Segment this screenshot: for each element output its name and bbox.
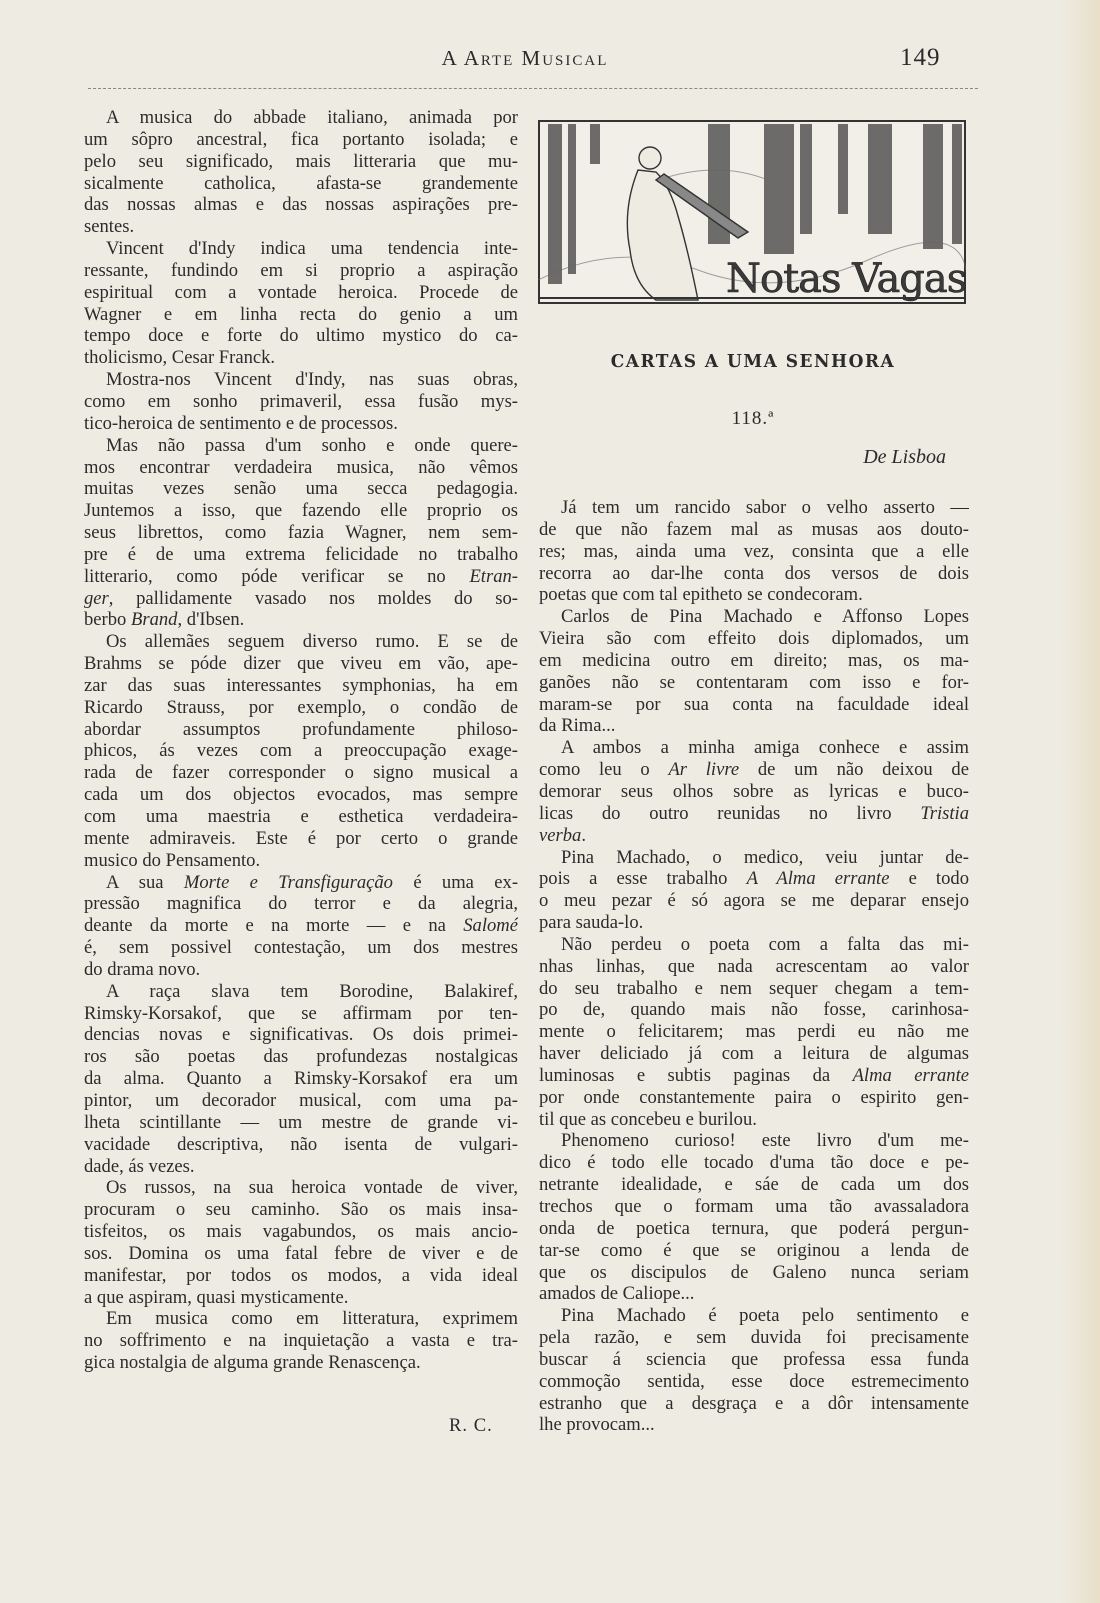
text-run: tholicismo, Cesar Franck. <box>84 347 276 369</box>
text-run: musico do Pensamento. <box>84 849 261 871</box>
letter-number: 118.ª <box>731 408 775 429</box>
text-run: ganões não se contentaram com isso e for- <box>539 671 969 693</box>
text-line <box>539 999 969 1021</box>
text-run: res; mas, ainda uma vez, consinta que a elle <box>539 540 969 562</box>
text-run: Não perdeu o poeta com a falta das mi- <box>561 933 969 955</box>
text-line <box>84 959 518 981</box>
left-column <box>84 107 518 1374</box>
text-run: manifestar, por todos os modos, a vida ideal <box>84 1264 518 1286</box>
text-line <box>539 1218 969 1240</box>
italic-title: Salomé <box>463 915 518 937</box>
text-run: A raça slava tem Borodine, Balakiref, <box>106 980 518 1002</box>
text-line <box>84 566 518 588</box>
banner-lettering: Notas Vagas <box>726 256 966 302</box>
text-run: pois a esse trabalho <box>539 868 747 890</box>
text-line <box>84 369 518 391</box>
text-line <box>84 1221 518 1243</box>
text-run: til que as concebeu e burilou. <box>539 1108 757 1130</box>
text-run: trechos que o formam uma tão avassaladora <box>539 1196 969 1217</box>
text-run: , pallidamente vasado nos moldes do so- <box>108 587 518 609</box>
text-line <box>539 606 969 628</box>
text-run: deante da morte e na morte — e na <box>84 915 464 937</box>
text-line <box>539 934 969 956</box>
italic-title: A Alma errante <box>746 868 890 890</box>
text-run: onda de poetica ternura, que poderá pergun- <box>539 1217 969 1239</box>
text-run: pressão magnifica do terror e da alegria, <box>84 893 518 915</box>
text-run: abordar assumptos profundamente philoso- <box>84 718 518 740</box>
text-run: amados de Caliope... <box>539 1283 695 1305</box>
text-line <box>84 544 518 566</box>
text-line <box>84 1352 518 1374</box>
text-run: e todo <box>889 868 969 890</box>
text-line <box>539 1196 969 1218</box>
text-run: demorar seus olhos sobre as lyricas e buco- <box>539 780 969 802</box>
text-run: Já tem um rancido sabor o velho asserto — <box>561 497 969 518</box>
text-run: o meu pezar é só agora se me deparar ensejo <box>539 890 969 912</box>
right-column <box>539 497 969 1436</box>
text-run: ros são poetas das profundezas nostalgicas <box>84 1046 518 1068</box>
text-line <box>84 1090 518 1112</box>
text-run: é, sem possivel contestação, um dos mestres <box>84 937 518 959</box>
text-line <box>84 588 518 610</box>
text-run: de que não fazem mal as musas aos douto- <box>539 518 969 540</box>
text-line <box>84 1243 518 1265</box>
text-run: para sauda-lo. <box>539 912 644 934</box>
text-line <box>539 1262 969 1284</box>
italic-title: Tristia <box>920 802 969 824</box>
text-line <box>539 584 969 606</box>
text-run: em medicina outro em direito; mas, os ma- <box>539 649 969 671</box>
text-run: commoção sentida, esse doce estremecimento <box>539 1370 969 1392</box>
text-line <box>84 893 518 915</box>
text-run: lheta scintillante — um mestre de grande vi- <box>84 1111 518 1133</box>
text-line <box>84 1177 518 1199</box>
text-line <box>539 978 969 1000</box>
text-line <box>84 522 518 544</box>
text-line <box>539 1240 969 1262</box>
text-line <box>84 828 518 850</box>
text-line <box>539 1283 969 1305</box>
text-run: de um não deixou de <box>739 759 969 781</box>
text-run: , d'Ibsen. <box>177 609 245 631</box>
text-line <box>539 1174 969 1196</box>
text-run: lhe provocam... <box>539 1414 655 1436</box>
text-line <box>84 697 518 719</box>
text-run: A sua <box>106 871 184 893</box>
text-line <box>539 737 969 759</box>
text-run: maram-se por sua conta na faculdade ideal <box>539 693 969 715</box>
text-run: mente o felicitarem; mas perdi eu não me <box>539 1021 969 1043</box>
text-line <box>539 650 969 672</box>
text-line <box>539 1130 969 1152</box>
text-line <box>84 1308 518 1330</box>
text-line <box>539 563 969 585</box>
text-run: dico é todo elle tocado d'uma tão doce e pe- <box>539 1152 969 1174</box>
page-number: 149 <box>900 44 941 71</box>
text-run: po de, quando mais não fosse, carinhosa- <box>539 999 969 1021</box>
text-line <box>84 609 518 631</box>
text-run: pela razão, e sem duvida foi precisamente <box>539 1327 969 1349</box>
text-line <box>84 325 518 347</box>
text-line <box>84 435 518 457</box>
text-line <box>84 413 518 435</box>
text-run: muitas vezes senão uma secca pedagogia. <box>84 478 518 500</box>
text-run: vacidade descriptiva, não isenta de vulgari- <box>84 1133 518 1155</box>
text-line <box>84 1024 518 1046</box>
text-run: que os discipulos de Galeno nunca seriam <box>539 1261 969 1283</box>
text-run: procuram o seu caminho. São os mais insa- <box>84 1199 518 1221</box>
text-run: dencias novas e significativas. Os dois primei- <box>84 1024 518 1046</box>
italic-title: Morte e Transfiguração <box>183 871 393 893</box>
text-line <box>84 719 518 741</box>
text-run: phicos, ás vezes com a preoccupação exage- <box>84 740 518 762</box>
text-line <box>539 1349 969 1371</box>
text-run: A musica do abbade italiano, animada por <box>106 107 518 128</box>
text-run: Carlos de Pina Machado e Affonso Lopes <box>561 606 969 628</box>
text-run: Em musica como em litteratura, exprimem <box>106 1308 518 1330</box>
text-line <box>539 1065 969 1087</box>
text-line <box>84 806 518 828</box>
text-line <box>84 347 518 369</box>
text-run: Mas não passa d'um sonho e onde quere- <box>106 434 518 456</box>
text-run: litterario, como póde verificar se no <box>84 565 470 587</box>
text-run: Pina Machado é poeta pelo sentimento e <box>561 1305 969 1327</box>
text-run: tar-se como é que se originou a lenda de <box>539 1239 969 1261</box>
text-run: tisfeitos, os mais vagabundos, os mais ancio- <box>84 1221 518 1243</box>
text-line <box>539 1327 969 1349</box>
text-run: pintor, um decorador musical, com uma pa- <box>84 1089 518 1111</box>
text-line <box>539 628 969 650</box>
text-run: tempo doce e forte do ultimo mystico do ca- <box>84 325 518 347</box>
text-run: Vieira são com effeito dois diplomados, um <box>539 628 969 650</box>
text-run: Brahms se póde dizer que viveu em vão, ape- <box>84 653 518 675</box>
italic-title: ger <box>84 587 109 609</box>
text-line <box>539 497 969 519</box>
text-line <box>84 151 518 173</box>
text-line <box>84 194 518 216</box>
text-run: estranho que a desgraça e a dôr intensamente <box>539 1392 969 1414</box>
text-run: sentes. <box>84 216 135 238</box>
text-line <box>539 956 969 978</box>
text-run: sicalmente catholica, afasta-se grandemente <box>84 172 518 194</box>
text-line <box>539 781 969 803</box>
text-line <box>84 457 518 479</box>
text-run: Juntemos a isso, que fazendo elle proprio os <box>84 500 518 522</box>
text-run: das nossas almas e das nossas aspirações pre- <box>84 194 518 216</box>
header-rule <box>88 88 978 89</box>
text-line <box>84 872 518 894</box>
text-line <box>539 912 969 934</box>
text-run: berbo <box>84 609 131 631</box>
text-line <box>84 1134 518 1156</box>
running-head <box>0 44 1100 74</box>
text-line <box>84 500 518 522</box>
text-line <box>84 675 518 697</box>
text-line <box>539 759 969 781</box>
text-run: cada um dos objectos evocados, mas sempre <box>84 784 518 806</box>
italic-title: Etran- <box>469 565 518 587</box>
text-line <box>84 740 518 762</box>
text-line <box>84 238 518 260</box>
text-line <box>539 672 969 694</box>
text-line <box>84 216 518 238</box>
text-run: gica nostalgia de alguma grande Renascença. <box>84 1352 421 1374</box>
text-line <box>539 541 969 563</box>
text-line <box>84 1199 518 1221</box>
text-line <box>84 304 518 326</box>
text-line <box>539 1087 969 1109</box>
italic-title: Alma errante <box>852 1064 969 1086</box>
text-run: Phenomeno curioso! este livro d'um me- <box>561 1130 969 1152</box>
text-run: poetas que com tal epitheto se condecoram. <box>539 584 863 606</box>
text-line <box>539 694 969 716</box>
text-run: tico-heroica de sentimento e de processos. <box>84 412 398 434</box>
text-line <box>539 1021 969 1043</box>
text-line <box>84 1068 518 1090</box>
text-run: . <box>581 824 586 846</box>
text-line <box>84 1003 518 1025</box>
text-run: Wagner e em linha recta do genio a um <box>84 303 518 325</box>
text-run: mente admiraveis. Este é por certo o grande <box>84 827 518 849</box>
text-run: dade, ás vezes. <box>84 1155 195 1177</box>
italic-title: Ar livre <box>668 759 740 781</box>
text-run: rada de fazer corresponder o signo musical a <box>84 762 518 784</box>
text-run: haver deliciado já com a leitura de algumas <box>539 1043 969 1065</box>
text-run: A ambos a minha amiga conhece e assim <box>561 737 969 759</box>
text-line <box>84 981 518 1003</box>
text-run: Rimsky-Korsakof, que se affirmam por ten- <box>84 1002 518 1024</box>
text-line <box>84 129 518 151</box>
author-signature: R. C. <box>449 1415 493 1436</box>
text-line <box>539 519 969 541</box>
text-line <box>84 937 518 959</box>
text-line <box>84 1287 518 1309</box>
text-line <box>84 915 518 937</box>
text-line <box>84 107 518 129</box>
text-run: como leu o <box>539 759 669 781</box>
text-run: do seu trabalho e nem sequer chegam a tem- <box>539 977 969 999</box>
text-line <box>84 1330 518 1352</box>
text-run: seus librettos, como fazia Wagner, nem sem- <box>84 522 518 544</box>
text-run: um sôpro ancestral, fica portanto isolada; e <box>84 128 518 150</box>
page-edge-shadow <box>1060 0 1100 1603</box>
text-line <box>84 1112 518 1134</box>
text-run: com uma maestria e esthetica verdadeira- <box>84 806 518 827</box>
text-run: Mostra-nos Vincent d'Indy, nas suas obras, <box>106 369 518 391</box>
text-line <box>539 1043 969 1065</box>
italic-title: verba <box>539 824 582 846</box>
text-run: do drama novo. <box>84 958 201 980</box>
text-run: recorra ao dar-lhe conta dos versos de dois <box>539 562 969 584</box>
text-line <box>84 478 518 500</box>
text-run: ressante, fundindo em si proprio a aspiração <box>84 259 518 281</box>
text-run: da alma. Quanto a Rimsky-Korsakof era um <box>84 1068 518 1090</box>
text-run: buscar á sciencia que professa essa funda <box>539 1348 969 1370</box>
text-line <box>84 850 518 872</box>
text-run: Ricardo Strauss, por exemplo, o condão de <box>84 696 518 718</box>
text-line <box>84 762 518 784</box>
text-line <box>539 890 969 912</box>
text-run: Vincent d'Indy indica uma tendencia inte- <box>106 238 518 260</box>
text-run: nhas linhas, que nada acrescentam ao valor <box>539 955 969 977</box>
text-line <box>539 847 969 869</box>
text-line <box>84 1046 518 1068</box>
notas-vagas-illustration <box>538 120 966 304</box>
text-run: a que aspiram, quasi mysticamente. <box>84 1286 349 1308</box>
text-run: espiritual com a vontade heroica. Procede de <box>84 281 518 303</box>
text-run: netrante idealidade, e sáe de cada um dos <box>539 1174 969 1196</box>
text-line <box>539 1393 969 1415</box>
journal-title: A Arte Musical <box>441 46 609 70</box>
text-line <box>539 825 969 847</box>
text-line <box>539 1305 969 1327</box>
text-line <box>84 1265 518 1287</box>
text-run: Pina Machado, o medico, veiu juntar de- <box>561 846 969 868</box>
text-run: por onde constantemente paira o espirito gen- <box>539 1086 969 1108</box>
text-run: sos. Domina os uma fatal febre de viver e de <box>84 1242 518 1264</box>
text-run: zar das suas interessantes symphonias, ha em <box>84 674 518 696</box>
italic-title: Brand <box>130 609 178 631</box>
text-run: licas do outro reunidas no livro <box>539 802 921 824</box>
text-line <box>84 653 518 675</box>
text-line <box>539 1414 969 1436</box>
text-line <box>84 784 518 806</box>
text-line <box>84 1156 518 1178</box>
text-run: Os allemães seguem diverso rumo. E se de <box>106 631 518 653</box>
text-line <box>84 391 518 413</box>
text-line <box>539 803 969 825</box>
text-run: no soffrimento e na inquietação a vasta e tra- <box>84 1330 518 1352</box>
text-line <box>539 1109 969 1131</box>
text-line <box>539 715 969 737</box>
text-run: pre é de uma extrema felicidade no trabalho <box>84 543 518 565</box>
text-line <box>539 1152 969 1174</box>
text-run: da Rima... <box>539 715 616 737</box>
text-run: pelo seu significado, mais litteraria que mu- <box>84 150 518 172</box>
text-run: luminosas e subtis paginas da <box>539 1064 853 1086</box>
letter-place: De Lisboa <box>863 446 946 468</box>
text-line <box>84 631 518 653</box>
text-line <box>84 260 518 282</box>
text-run: é uma ex- <box>392 871 518 893</box>
text-line <box>539 868 969 890</box>
text-line <box>84 282 518 304</box>
article-title: CARTAS A UMA SENHORA <box>610 351 896 373</box>
text-run: Os russos, na sua heroica vontade de viver, <box>106 1177 518 1199</box>
text-run: mos encontrar verdadeira musica, não vêmos <box>84 456 518 478</box>
text-line <box>84 173 518 195</box>
text-line <box>539 1371 969 1393</box>
text-run: como em sonho primaveril, essa fusão mys- <box>84 390 518 412</box>
